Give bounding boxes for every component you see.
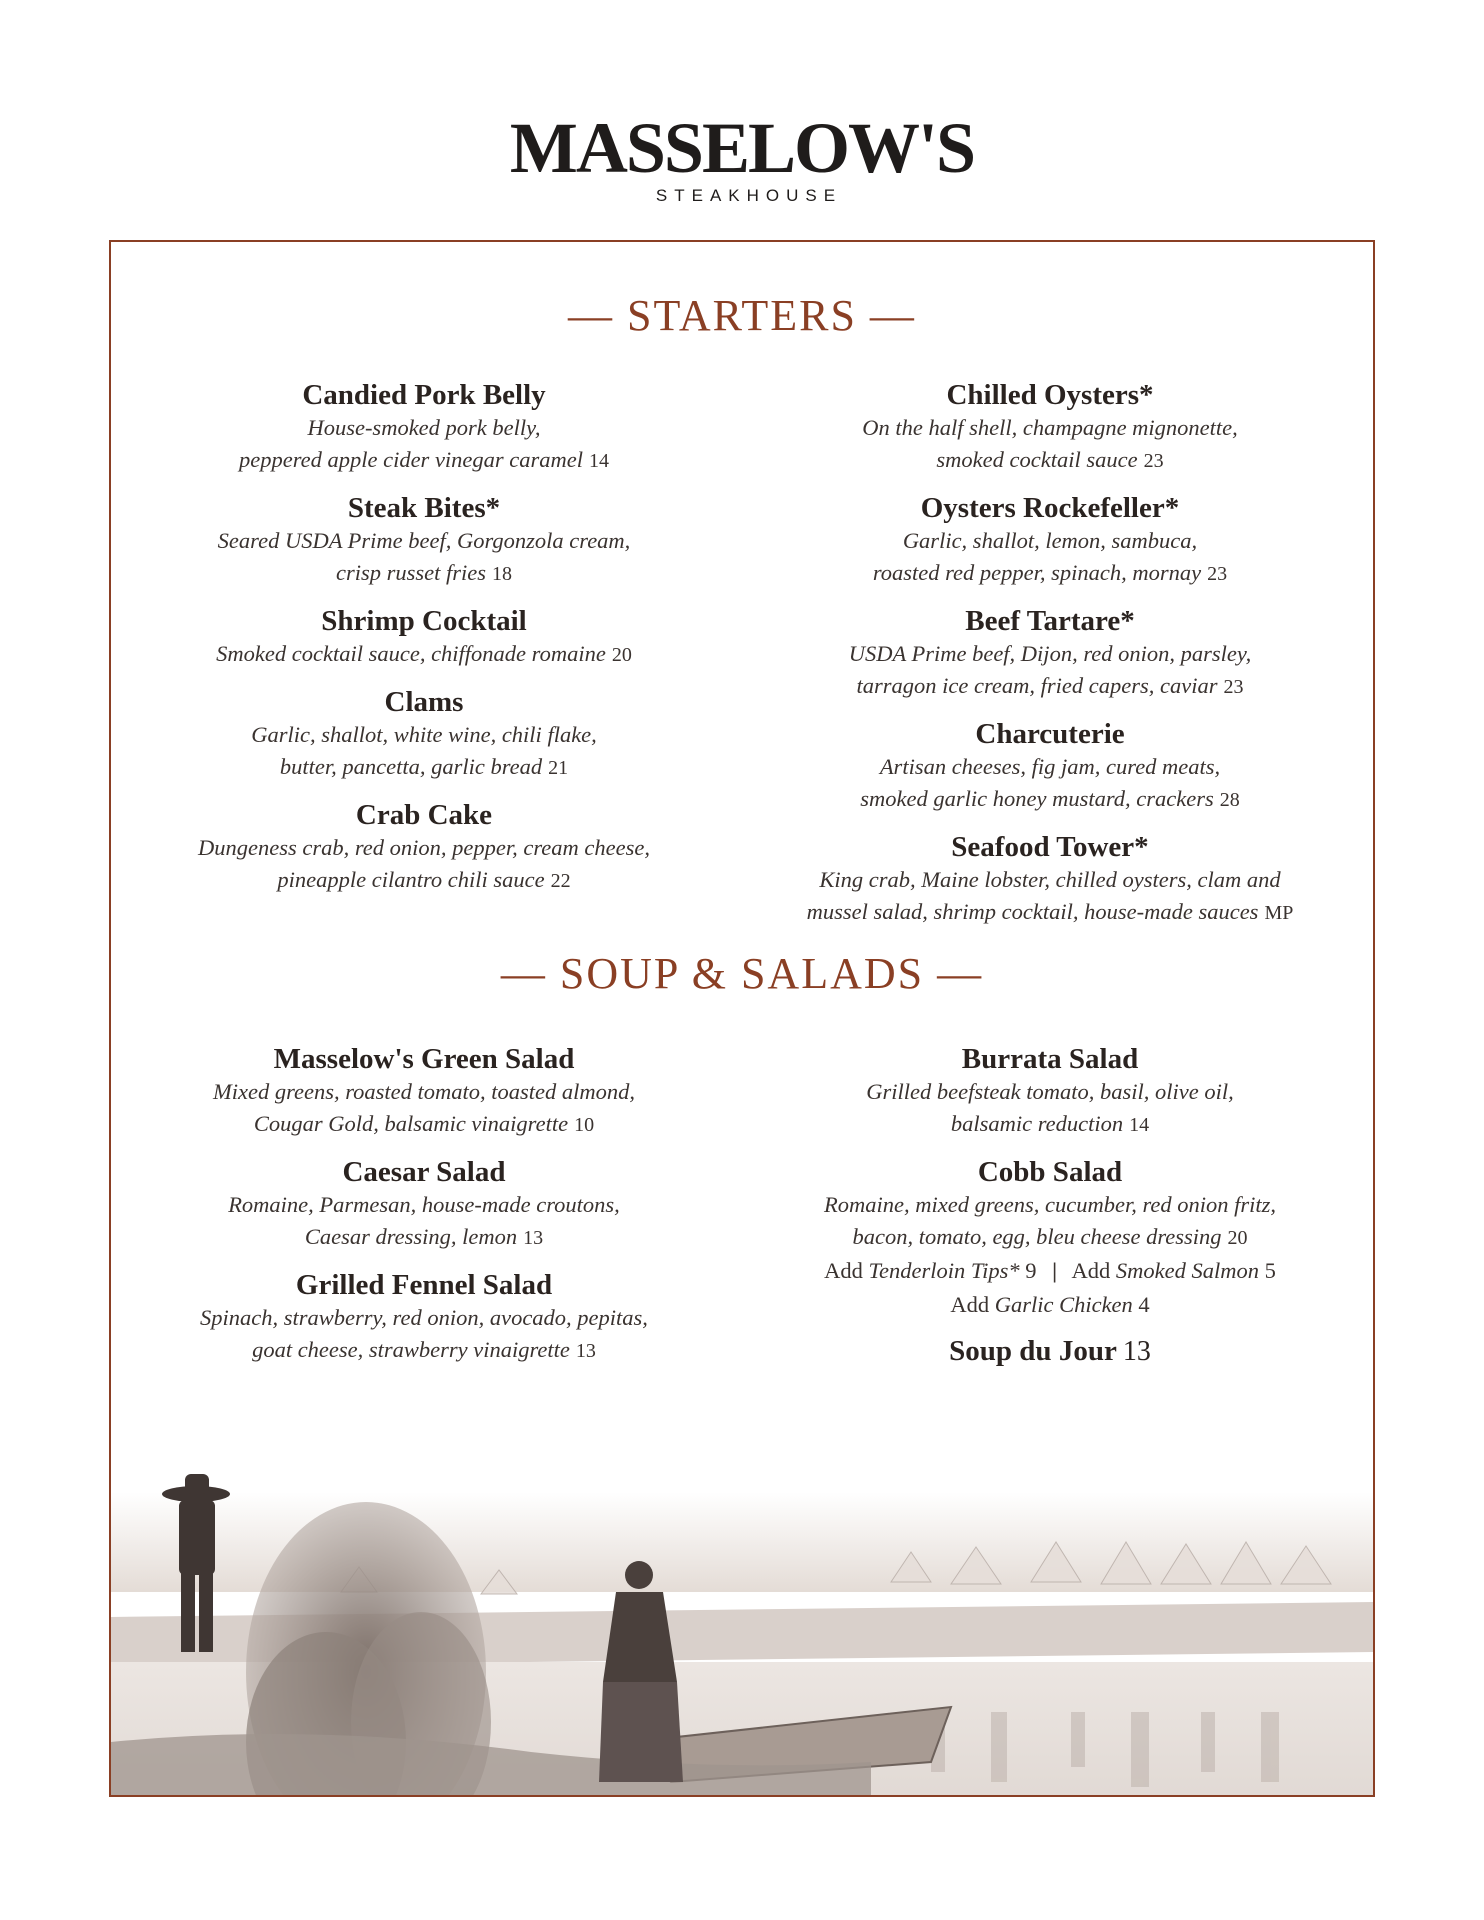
starters-left-column xyxy=(144,378,704,911)
menu-item xyxy=(144,491,704,590)
brand-subtitle: STEAKHOUSE xyxy=(655,186,843,205)
item-price: 22 xyxy=(550,870,571,892)
salads-right-column xyxy=(770,1042,1330,1369)
item-price: 21 xyxy=(548,757,569,779)
item-name: Oysters Rockefeller* xyxy=(920,492,1180,524)
item-price: 13 xyxy=(523,1227,544,1249)
item-price: 10 xyxy=(574,1114,595,1136)
item-desc: peppered apple cider vinegar caramel xyxy=(238,447,584,472)
item-name: Charcuterie xyxy=(975,718,1125,750)
brand-name: MASSELOW'S xyxy=(509,108,975,188)
item-desc: Smoked cocktail sauce, chiffonade romaine xyxy=(216,641,606,666)
addon-prefix: Add xyxy=(950,1292,990,1317)
item-desc: crisp russet fries xyxy=(335,560,486,585)
item-name: Chilled Oysters* xyxy=(946,379,1154,411)
item-desc: House-smoked pork belly, xyxy=(307,415,541,440)
item-desc: smoked garlic honey mustard, crackers xyxy=(860,786,1214,811)
item-desc: Garlic, shallot, white wine, chili flake, xyxy=(251,722,597,747)
soup-du-jour xyxy=(770,1334,1330,1369)
item-desc: King crab, Maine lobster, chilled oysters, clam and xyxy=(819,867,1281,892)
item-desc: Dungeness crab, red onion, pepper, cream cheese, xyxy=(198,835,650,860)
item-price: MP xyxy=(1264,902,1294,924)
item-desc: Seared USDA Prime beef, Gorgonzola cream, xyxy=(217,528,631,553)
menu-item xyxy=(144,1042,704,1141)
item-desc: goat cheese, strawberry vinaigrette xyxy=(252,1337,570,1362)
item-price: 23 xyxy=(1143,450,1164,472)
item-price: 13 xyxy=(575,1340,596,1362)
menu-frame xyxy=(109,240,1375,1797)
item-desc: Caesar dressing, lemon xyxy=(304,1224,518,1249)
item-price: 20 xyxy=(1227,1227,1248,1249)
item-name: Crab Cake xyxy=(355,799,493,831)
item-price: 18 xyxy=(492,563,512,585)
addon-price: 4 xyxy=(1138,1292,1150,1317)
menu-item xyxy=(144,798,704,897)
item-desc: Artisan cheeses, fig jam, cured meats, xyxy=(879,754,1221,779)
item-desc: Spinach, strawberry, red onion, avocado, pepitas, xyxy=(200,1305,648,1330)
soup-name: Soup du Jour xyxy=(949,1335,1117,1367)
addon-price: 5 xyxy=(1264,1258,1276,1283)
item-price: 23 xyxy=(1223,676,1244,698)
item-desc: tarragon ice cream, fried capers, caviar xyxy=(856,673,1218,698)
item-name: Steak Bites* xyxy=(347,492,501,524)
item-price: 28 xyxy=(1219,789,1240,811)
item-desc: balsamic reduction xyxy=(950,1111,1124,1136)
item-price: 20 xyxy=(611,644,632,666)
salads-left-column xyxy=(144,1042,704,1381)
addon-name: Smoked Salmon xyxy=(1115,1258,1259,1283)
addon-separator: | xyxy=(1052,1258,1058,1283)
starters-heading: — STARTERS — xyxy=(568,291,916,340)
item-desc: Garlic, shallot, lemon, sambuca, xyxy=(902,528,1198,553)
menu-item xyxy=(770,491,1330,590)
menu-item xyxy=(770,604,1330,703)
item-desc: pineapple cilantro chili sauce xyxy=(277,867,545,892)
item-name: Clams xyxy=(384,686,464,718)
item-desc: bacon, tomato, egg, bleu cheese dressing xyxy=(852,1224,1222,1249)
item-name: Candied Pork Belly xyxy=(302,379,546,411)
item-desc: Grilled beefsteak tomato, basil, olive oil, xyxy=(866,1079,1234,1104)
addon-name: Garlic Chicken xyxy=(994,1292,1133,1317)
addon-prefix: Add xyxy=(824,1258,863,1283)
menu-item xyxy=(770,378,1330,477)
menu-item xyxy=(144,604,704,671)
item-desc: On the half shell, champagne mignonette, xyxy=(862,415,1238,440)
item-name: Masselow's Green Salad xyxy=(273,1043,575,1075)
item-desc: USDA Prime beef, Dijon, red onion, parsley, xyxy=(848,641,1252,666)
item-name: Burrata Salad xyxy=(961,1043,1139,1075)
addon-line xyxy=(770,1288,1330,1322)
item-desc: Romaine, mixed greens, cucumber, red onion fritz, xyxy=(824,1192,1276,1217)
item-name: Shrimp Cocktail xyxy=(321,605,527,637)
item-name: Seafood Tower* xyxy=(951,831,1149,863)
item-price: 23 xyxy=(1207,563,1228,585)
addon-line xyxy=(770,1254,1330,1288)
starters-right-column xyxy=(770,378,1330,943)
soup-salads-heading: — SOUP & SALADS — xyxy=(500,949,984,998)
menu-item xyxy=(770,830,1330,929)
menu-item xyxy=(770,1042,1330,1141)
item-desc: Romaine, Parmesan, house-made croutons, xyxy=(228,1192,620,1217)
item-name: Grilled Fennel Salad xyxy=(295,1269,553,1301)
item-name: Beef Tartare* xyxy=(965,605,1135,637)
addon-name: Tenderloin Tips* xyxy=(868,1258,1020,1283)
item-desc: Cougar Gold, balsamic vinaigrette xyxy=(253,1111,569,1136)
item-name: Cobb Salad xyxy=(977,1156,1123,1188)
item-desc: Mixed greens, roasted tomato, toasted almond, xyxy=(212,1079,636,1104)
item-desc: mussel salad, shrimp cocktail, house-made sauces xyxy=(806,899,1259,924)
addon-price: 9 xyxy=(1025,1258,1037,1283)
item-desc: butter, pancetta, garlic bread xyxy=(279,754,543,779)
menu-item xyxy=(144,1268,704,1367)
menu-item xyxy=(770,1155,1330,1254)
item-price: 14 xyxy=(1129,1114,1150,1136)
addon-prefix: Add xyxy=(1071,1258,1111,1283)
item-name: Caesar Salad xyxy=(342,1156,506,1188)
soup-price: 13 xyxy=(1122,1336,1151,1367)
logo xyxy=(0,108,1484,206)
item-desc: roasted red pepper, spinach, mornay xyxy=(872,560,1202,585)
menu-item xyxy=(770,717,1330,816)
menu-item xyxy=(144,685,704,784)
menu-item xyxy=(144,378,704,477)
item-desc: smoked cocktail sauce xyxy=(936,447,1138,472)
item-price: 14 xyxy=(589,450,610,472)
menu-item xyxy=(144,1155,704,1254)
